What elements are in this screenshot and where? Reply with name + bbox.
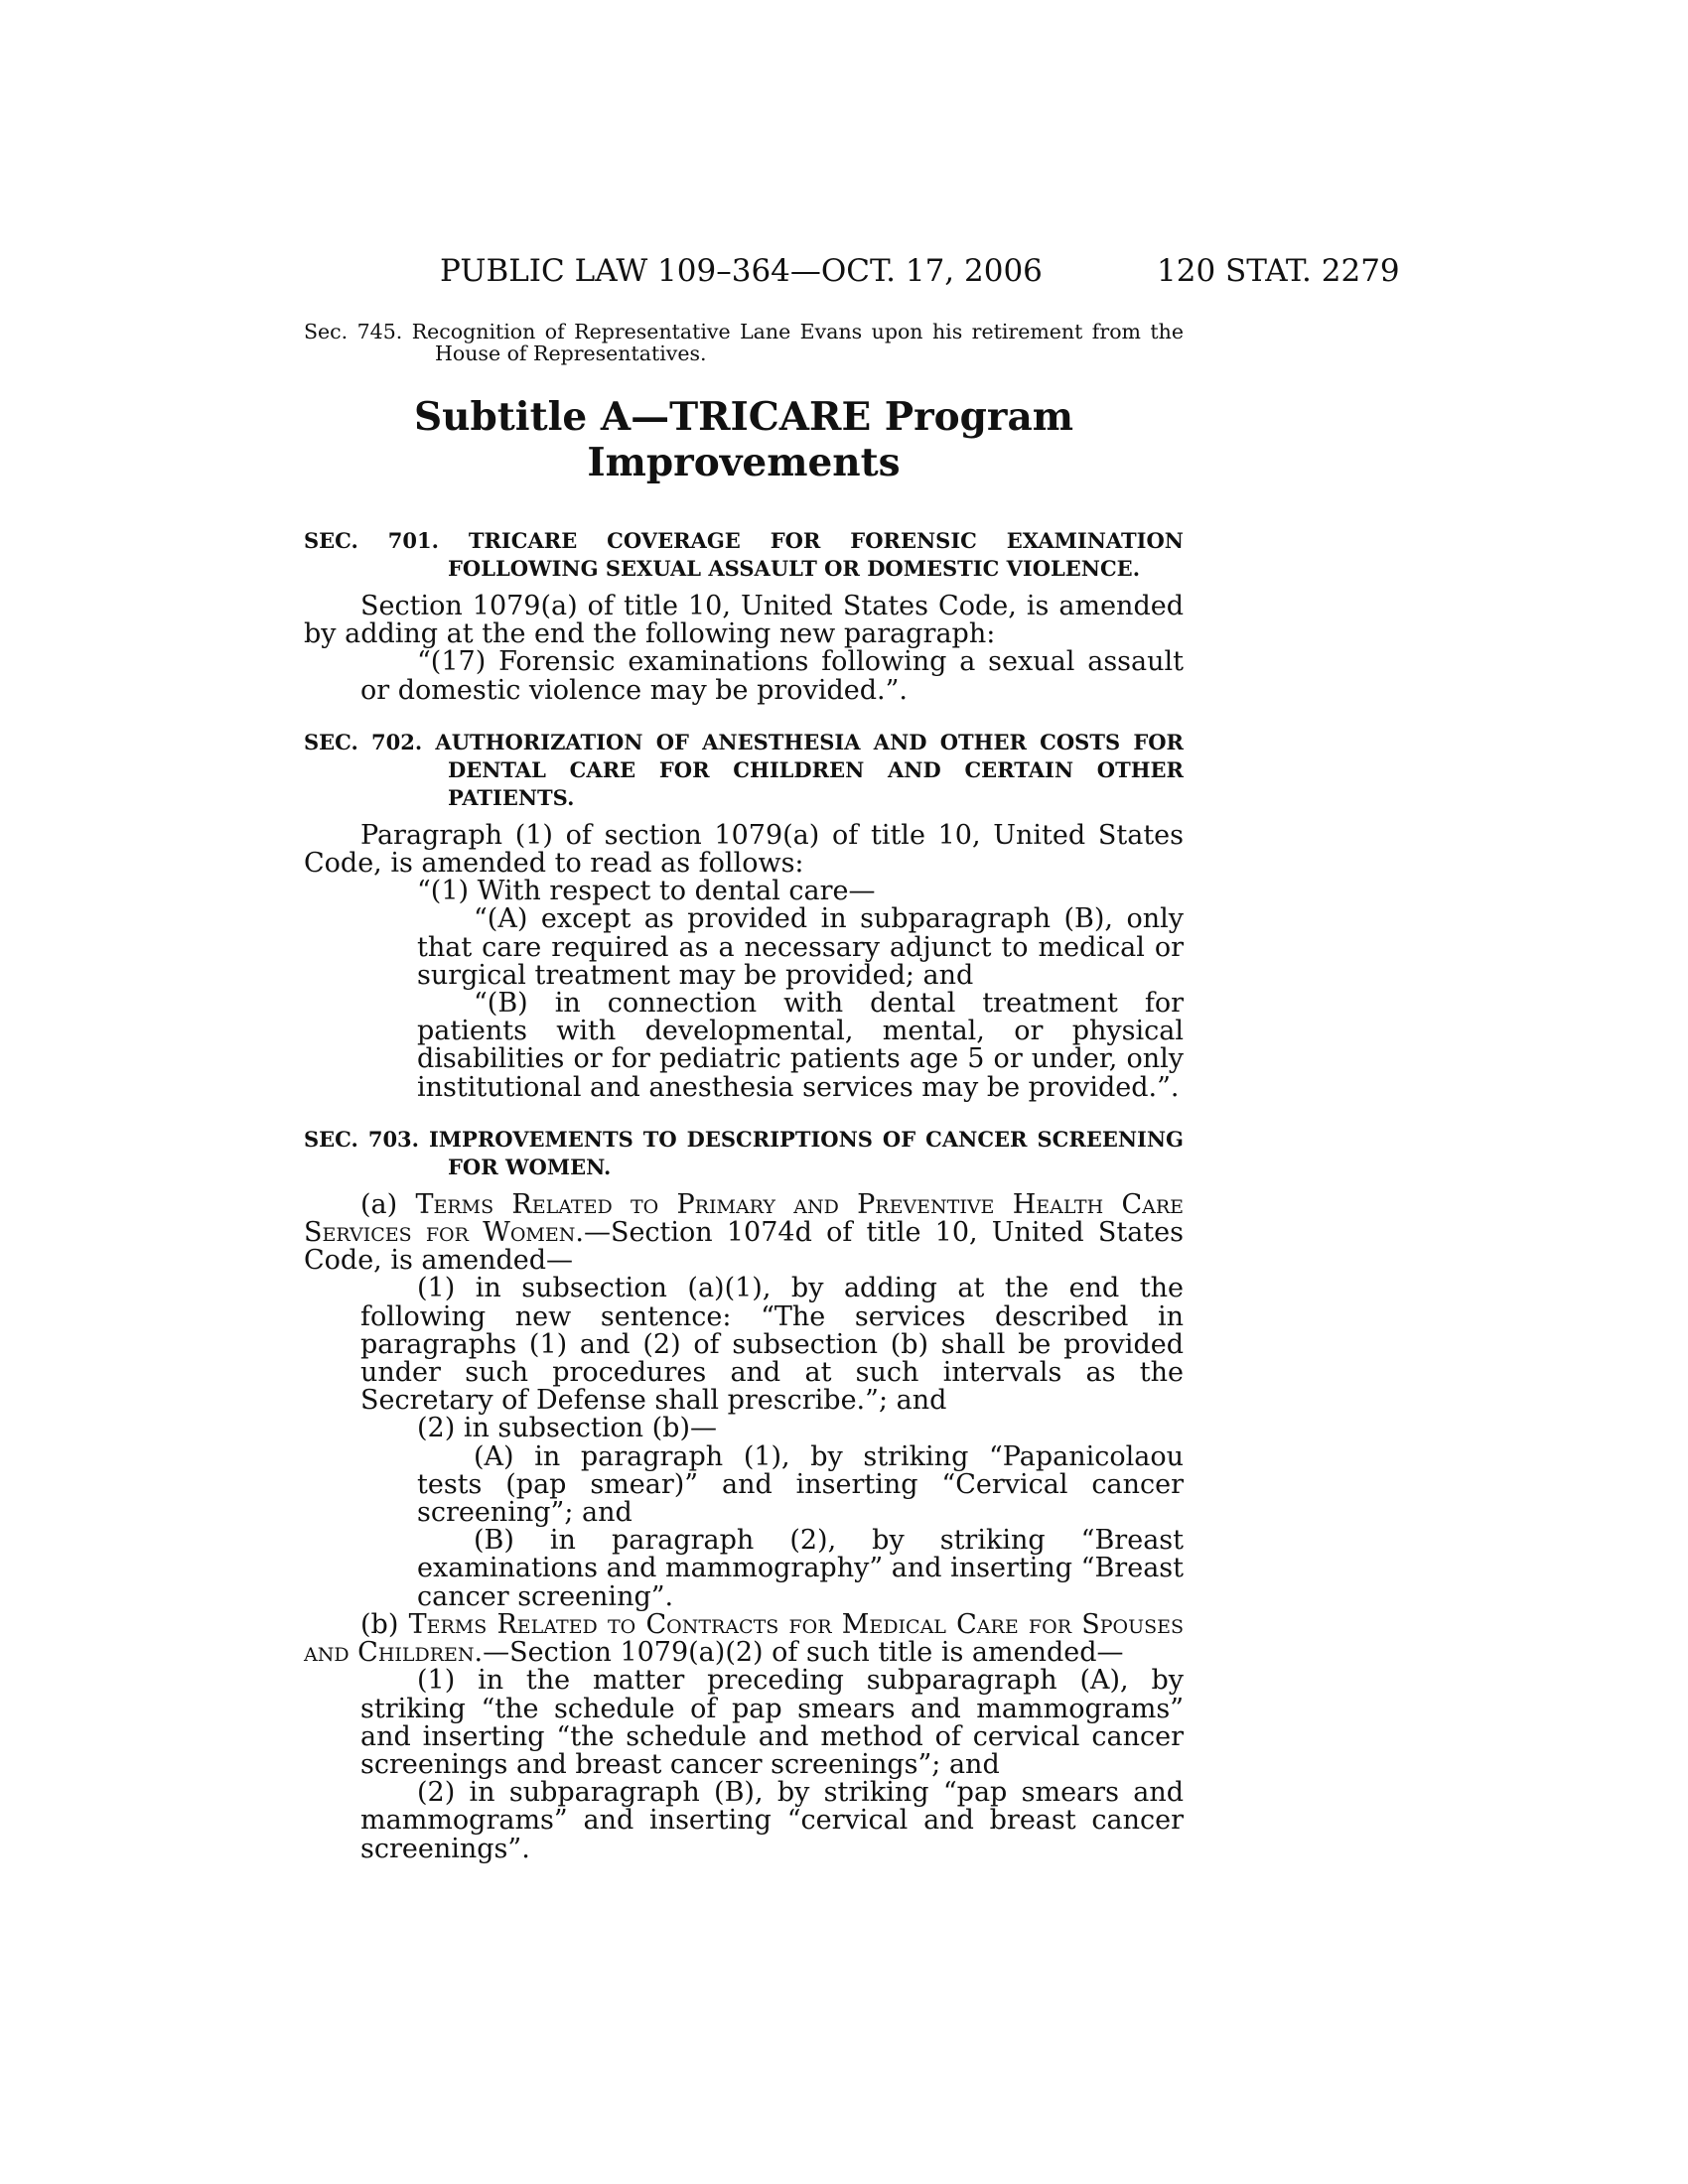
section-703-a-paragraph-1: (1) in subsection (a)(1), by adding at the end the following new sentence: “The services described in paragraphs (1) and (2) of subsection (b) shall be provided under such procedures and at such intervals as the Secretary of Defense shall prescribe.”; and [360,1273,1184,1417]
section-703-b-paragraph-2: (2) in subparagraph (B), by striking “pap smears and mammograms” and inserting “cervical and breast cancer screenings”. [360,1777,1184,1864]
section-701-heading: SEC. 701. TRICARE COVERAGE FOR FORENSIC EXAMINATION FOLLOWING SEXUAL ASSAULT OR DOMESTIC VIOLENCE. [304,528,1184,581]
section-702-subparagraph-a: “(A) except as provided in subparagraph (B), only that care required as a necessary adjunct to medical or surgical treatment may be provided; and [417,903,1184,991]
section-702-heading: SEC. 702. AUTHORIZATION OF ANESTHESIA AND OTHER COSTS FOR DENTAL CARE FOR CHILDREN AND CERTAIN OTHER PATIENTS. [304,729,1184,810]
section-703-a-paragraph-2: (2) in subsection (b)— [417,1413,717,1444]
subsection-b-caption: Terms Related to Contracts for Medical Care for Spouses and Children [304,1608,1185,1669]
section-703-b-paragraph-1: (1) in the matter preceding subparagraph (A), by striking “the schedule of pap smears and mammograms” and inserting “the schedule and method of cervical cancer screenings and breast cancer screenings”; and [360,1665,1184,1780]
section-703-subsection-b: (b) Terms Related to Contracts for Medical Care for Spouses and Children.—Section 1079(a)(2) of such title is amended— [304,1608,1185,1669]
page-header [0,253,1688,293]
public-law-citation: PUBLIC LAW 109–364—OCT. 17, 2006 [440,253,1043,289]
subtitle-heading [304,394,1184,485]
subtitle-line-2: Improvements [587,440,901,485]
toc-entry: Sec. 745. Recognition of Representative Lane Evans upon his retirement from the House of Representatives. [304,320,1184,365]
section-702-subparagraph-b: “(B) in connection with dental treatment for patients with developmental, mental, or physical disabilities or for pediatric patients age 5 or under, only institutional and anesthesia services may be provided.”. [417,988,1184,1103]
section-703-subsection-a: (a) Terms Related to Primary and Preventive Health Care Services for Women.—Section 1074d of title 10, United States Code, is amended— [304,1188,1185,1277]
section-703-heading: SEC. 703. IMPROVEMENTS TO DESCRIPTIONS OF CANCER SCREENING FOR WOMEN. [304,1126,1184,1179]
section-702-paragraph-1: “(1) With respect to dental care— [417,876,876,907]
document-body [304,321,1184,1863]
section-703-a-2-subparagraph-a: (A) in paragraph (1), by striking “Papanicolaou tests (pap smear)” and inserting “Cervical cancer screening”; and [417,1440,1184,1529]
section-701-text: Section 1079(a) of title 10, United States Code, is amended by adding at the end the following new paragraph: [304,591,1184,650]
subsection-a-caption: Terms Related to Primary and Preventive Health Care Services for Women [304,1188,1185,1249]
statute-page-number: 120 STAT. 2279 [1157,253,1400,289]
section-702-text: Paragraph (1) of section 1079(a) of title 10, United States Code, is amended to read as follows: [304,819,1184,880]
section-703-a-2-subparagraph-b: (B) in paragraph (2), by striking “Breast examinations and mammography” and inserting “Breast cancer screening”. [417,1525,1184,1612]
section-701-paragraph-17: “(17) Forensic examinations following a sexual assault or domestic violence may be provided.”. [360,646,1184,706]
subtitle-line-1: Subtitle A—TRICARE Program [413,394,1074,440]
